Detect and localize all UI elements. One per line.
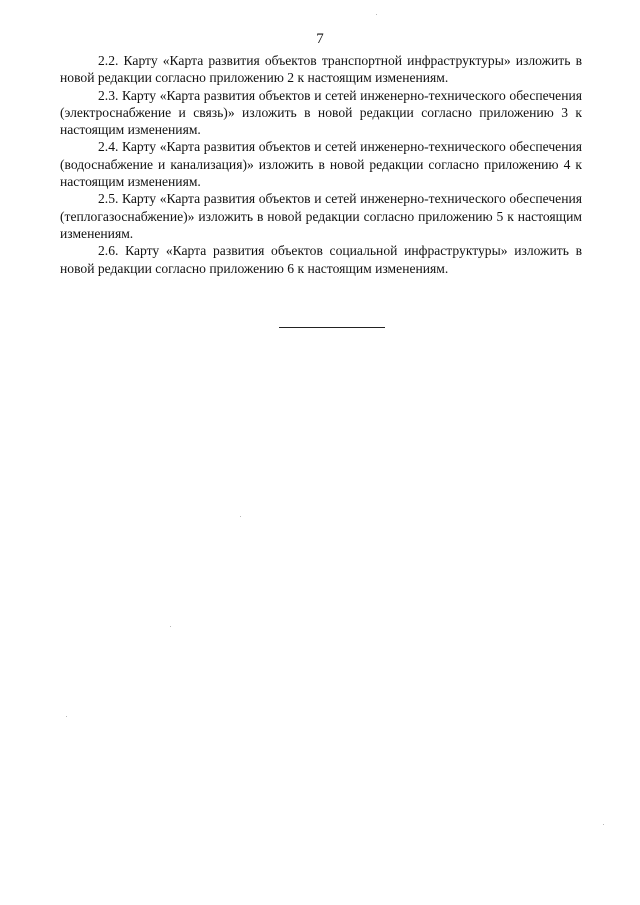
paragraph-2-3: 2.3. Карту «Карта развития объектов и сетей инженерно-технического обеспечения (электроснабжение и связь)» изложить в новой редакции согласно приложению 3 к настоящим изменениям. bbox=[60, 87, 582, 138]
paragraph-2-4: 2.4. Карту «Карта развития объектов и сетей инженерно-технического обеспечения (водоснабжение и канализация)» изложить в новой редакции согласно приложению 4 к настоящим изменениям. bbox=[60, 139, 582, 190]
paragraph-2-5: 2.5. Карту «Карта развития объектов и сетей инженерно-технического обеспечения (теплогазоснабжение)» изложить в новой редакции согласно приложению 5 к настоящим изменениям. bbox=[60, 191, 582, 241]
paragraph-2-2: 2.2. Карту «Карта развития объектов транспортной инфраструктуры» изложить в новой редакции согласно приложению 2 к настоящим изменениям. bbox=[60, 53, 582, 86]
scan-speck bbox=[376, 14, 377, 15]
scan-speck bbox=[240, 516, 241, 517]
document-body bbox=[60, 52, 582, 277]
scan-speck bbox=[603, 824, 604, 825]
page-number: 7 bbox=[316, 31, 324, 47]
scan-speck bbox=[170, 626, 171, 627]
scan-speck bbox=[66, 716, 67, 717]
paragraph-2-6: 2.6. Карту «Карта развития объектов социальной инфраструктуры» изложить в новой редакции согласно приложению 6 к настоящим изменениям. bbox=[60, 243, 582, 276]
end-separator-line bbox=[279, 327, 385, 328]
